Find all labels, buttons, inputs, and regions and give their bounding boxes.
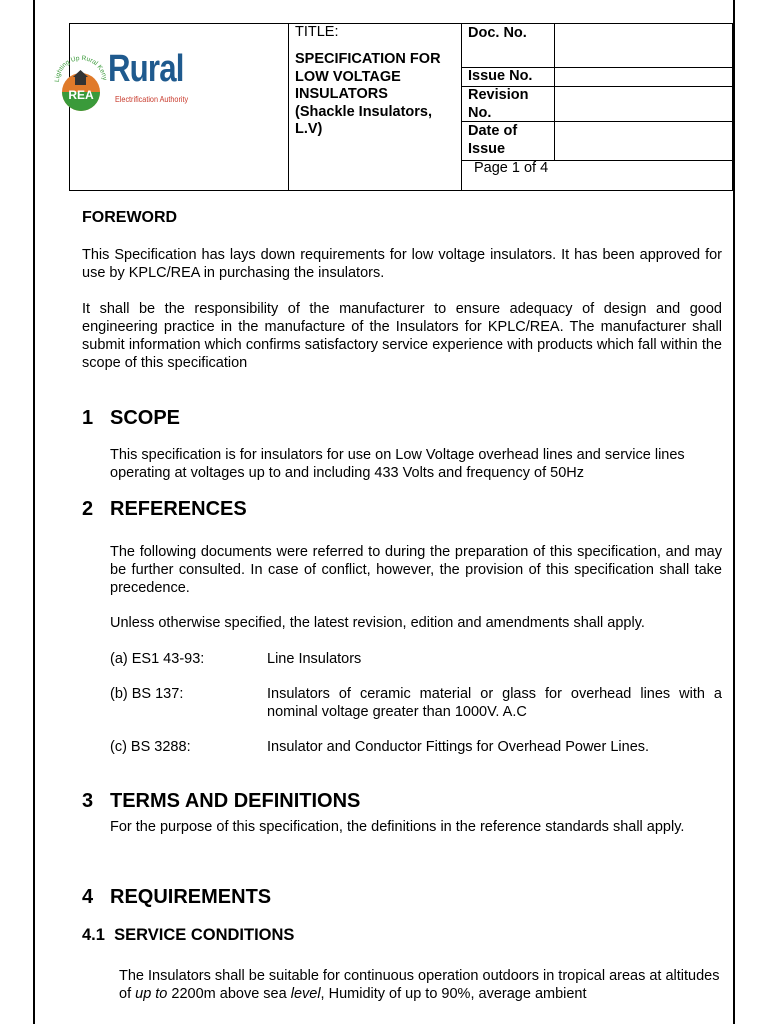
title-line: L.V) — [295, 121, 323, 137]
section-number: 3 — [82, 790, 94, 812]
title-line: SPECIFICATION FOR — [295, 51, 441, 67]
title-line: INSULATORS — [295, 86, 388, 102]
date-of-issue-label — [468, 123, 517, 158]
section-title: REQUIREMENTS — [110, 886, 272, 908]
logo-subtext: Electrification Authority — [115, 94, 189, 104]
reference-description: Insulator and Conductor Fittings for Overhead Power Lines. — [267, 739, 650, 755]
document-title — [295, 51, 460, 139]
scope-paragraph: This specification is for insulators for use on Low Voltage overhead lines and service lines operating at voltages up to and including 433 Volts and frequency of 50Hz — [110, 447, 685, 481]
section-number: 1 — [82, 407, 94, 429]
references-paragraph: Unless otherwise specified, the latest revision, edition and amendments shall apply. — [110, 615, 645, 631]
reference-code: (c) BS 3288: — [110, 739, 191, 755]
svg-text:Lighting Up Rural Kenya: Lighting Up Rural Keny — [53, 54, 108, 83]
page-number: Page 1 of 4 — [474, 160, 549, 176]
revision-label-line: Revision — [468, 87, 529, 103]
terms-paragraph: For the purpose of this specification, the definitions in the reference standards shall apply. — [110, 819, 685, 835]
references-paragraph: The following documents were referred to during the preparation of this specification, and may be further consulted. In case of conflict, however, the provision of this specification shall take precedence. — [110, 544, 722, 596]
reference-code: (b) BS 137: — [110, 686, 184, 702]
text-run-italic: up to — [135, 986, 168, 1002]
section-title: TERMS AND DEFINITIONS — [110, 790, 361, 812]
section-heading-references — [82, 498, 247, 521]
title-label: TITLE: — [295, 24, 339, 40]
subsection-number: 4.1 — [82, 926, 105, 944]
divider — [554, 24, 555, 160]
doc-no-label: Doc. No. — [468, 25, 527, 41]
reference-description: Insulators of ceramic material or glass for overhead lines with a nominal voltage greater than 1000V. A.C — [267, 686, 722, 720]
reference-description: Line Insulators — [267, 651, 362, 667]
section-number: 4 — [82, 886, 94, 908]
title-line: LOW VOLTAGE — [295, 68, 401, 85]
reference-code: (a) ES1 43-93: — [110, 651, 205, 667]
issue-no-label: Issue No. — [468, 68, 533, 84]
text-run: 2200m above sea — [167, 986, 291, 1002]
text-run: , Humidity of up to 90%, average ambient — [320, 986, 587, 1002]
divider — [288, 24, 289, 190]
text-run: The Insulators shall be suitable for continuous operation outdoors in tropical areas at altitudes of — [119, 968, 720, 1002]
page-border-right — [733, 0, 735, 1024]
revision-label — [468, 87, 528, 122]
rea-logo — [45, 42, 189, 122]
logo-emblem-icon — [45, 42, 115, 122]
text-run-italic: level — [290, 986, 321, 1002]
subsection-title: SERVICE CONDITIONS — [114, 926, 295, 944]
svg-text:REA: REA — [68, 88, 94, 102]
section-title: REFERENCES — [110, 498, 247, 520]
date-label-line: Issue — [468, 140, 506, 157]
section-number: 2 — [82, 498, 94, 520]
title-line: (Shackle Insulators, — [295, 103, 432, 120]
section-heading-terms — [82, 790, 360, 813]
date-label-line: Date of — [468, 123, 518, 139]
subsection-heading-service-conditions — [82, 926, 294, 945]
divider — [461, 24, 462, 190]
section-title: SCOPE — [110, 407, 181, 429]
page-border-left — [33, 0, 35, 1024]
section-heading-scope — [82, 407, 180, 430]
revision-label-line: No. — [468, 104, 492, 121]
logo-text: Rural — [108, 48, 184, 90]
foreword-heading: FOREWORD — [82, 209, 178, 226]
foreword-paragraph: This Specification has lays down requirements for low voltage insulators. It has been approved for use by KPLC/REA in purchasing the insulators. — [82, 247, 722, 281]
section-heading-requirements — [82, 886, 271, 909]
foreword-paragraph: It shall be the responsibility of the manufacturer to ensure adequacy of design and good engineering practice in the manufacture of the Insulators for KPLC/REA. The manufacturer shall submit information which confirms satisfactory service experience with products which fall within the scope of this specification — [82, 301, 722, 371]
service-conditions-paragraph — [119, 967, 722, 1003]
